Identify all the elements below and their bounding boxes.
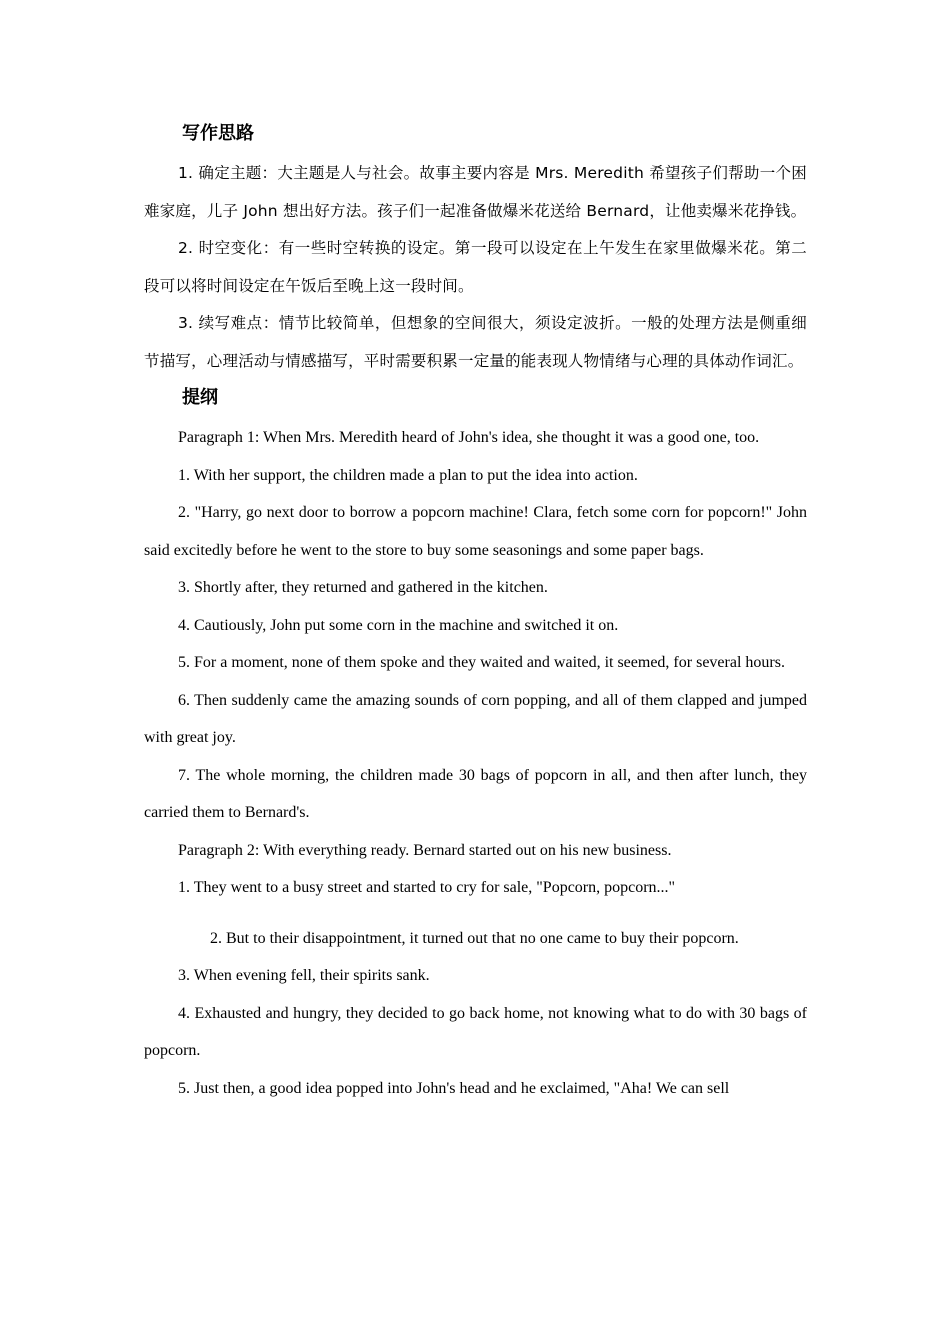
paragraph-2-item-1: 1. They went to a busy street and started to cry for sale, "Popcorn, popcorn..." (178, 879, 676, 896)
paragraph-2-item-2: 2. But to their disappointment, it turned out that no one came to buy their popcorn. (210, 929, 739, 947)
section-heading-writing-idea: 写作思路 (182, 123, 254, 144)
document-body (144, 118, 807, 1107)
paragraph-1-item-4: 4. Cautiously, John put some corn in the machine and switched it on. (178, 616, 619, 634)
paragraph-1-item-1: 1. With her support, the children made a plan to put the idea into action. (178, 466, 638, 484)
writing-idea-point-1: 1. 确定主题：大主题是人与社会。故事主要内容是 Mrs. Meredith 希望孩子们帮助一个困难家庭，儿子 John 想出好方法。孩子们一起准备做爆米花送给 Bernard，让他卖爆米花挣钱。 (144, 164, 807, 220)
paragraph-2-title: Paragraph 2: With everything ready. Bernard started out on his new business. (178, 841, 672, 859)
section-heading-outline: 提纲 (182, 387, 218, 408)
paragraph-1-item-6: 6. Then suddenly came the amazing sounds of corn popping, and all of them clapped and jumped with great joy. (144, 691, 807, 746)
paragraph-1-item-3: 3. Shortly after, they returned and gathered in the kitchen. (178, 579, 548, 596)
paragraph-2-item-3: 3. When evening fell, their spirits sank. (178, 967, 430, 984)
writing-idea-point-3: 3. 续写难点：情节比较简单，但想象的空间很大，须设定波折。一般的处理方法是侧重细节描写，心理活动与情感描写，平时需要积累一定量的能表现人物情绪与心理的具体动作词汇。 (144, 314, 807, 370)
paragraph-2-item-4: 4. Exhausted and hungry, they decided to go back home, not knowing what to do with 30 bags of popcorn. (144, 1004, 807, 1059)
paragraph-1-title: Paragraph 1: When Mrs. Meredith heard of John's idea, she thought it was a good one, too. (178, 429, 760, 446)
paragraph-1-item-2: 2. "Harry, go next door to borrow a popcorn machine! Clara, fetch some corn for popcorn!" John said excitedly before he went to the store to buy some seasonings and some paper bags. (144, 504, 807, 559)
paragraph-1-item-5: 5. For a moment, none of them spoke and they waited and waited, it seemed, for several hours. (178, 654, 785, 671)
paragraph-1-item-7: 7. The whole morning, the children made 30 bags of popcorn in all, and then after lunch, they carried them to Bernard's. (144, 766, 807, 821)
paragraph-2-item-5: 5. Just then, a good idea popped into John's head and he exclaimed, "Aha! We can sell (178, 1079, 730, 1097)
writing-idea-point-2: 2. 时空变化：有一些时空转换的设定。第一段可以设定在上午发生在家里做爆米花。第二段可以将时间设定在午饭后至晚上这一段时间。 (144, 239, 807, 295)
